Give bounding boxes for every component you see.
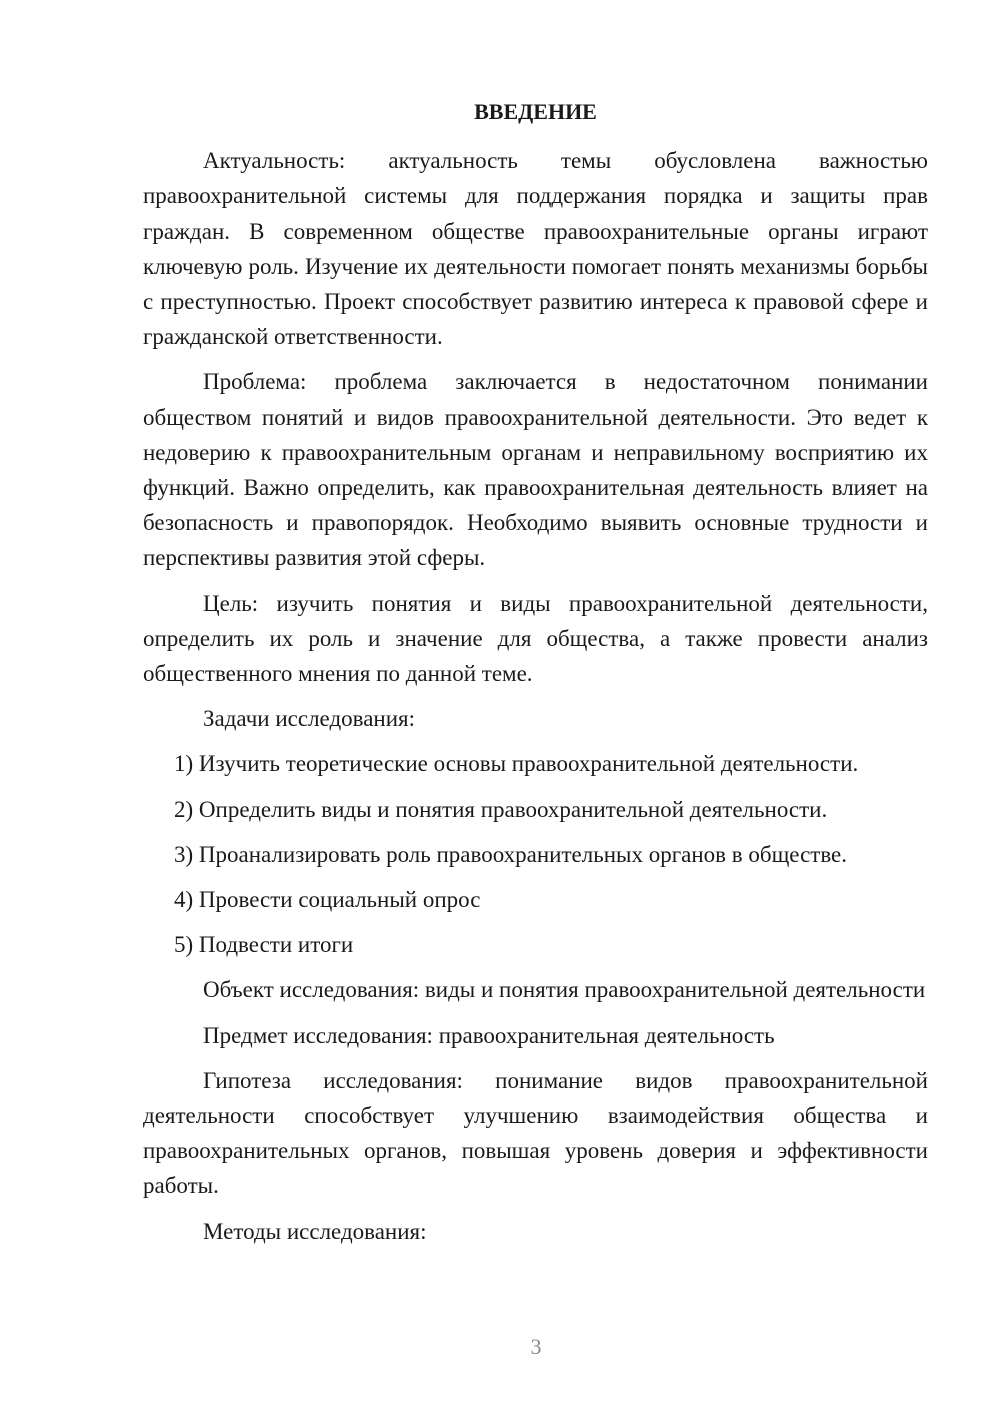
page-number: 3	[530, 1334, 542, 1359]
object-paragraph: Объект исследования: виды и понятия правоохранительной деятельности	[203, 977, 926, 1003]
tasks-heading: Задачи исследования:	[203, 706, 416, 732]
document-body	[143, 94, 928, 1259]
task-item: 4) Провести социальный опрос	[174, 887, 481, 913]
tasks-list	[143, 746, 928, 962]
task-item: 3) Проанализировать роль правоохранительных органов в обществе.	[174, 841, 848, 867]
task-item: 1) Изучить теоретические основы правоохранительной деятельности.	[174, 751, 859, 777]
goal-paragraph: Цель: изучить понятия и виды правоохранительной деятельности, определить их роль и значение для общества, а также провести анализ общественного мнения по данной теме.	[143, 590, 928, 687]
task-item: 5) Подвести итоги	[174, 932, 354, 958]
relevance-paragraph: Актуальность: актуальность темы обусловлена важностью правоохранительной системы для поддержания порядка и защиты прав граждан. В современном обществе правоохранительные органы играют ключевую роль. Изучение их деятельности помогает понять механизмы борьбы с преступностью. Проект способствует развитию интереса к правовой сфере и гражданской ответственности.	[143, 148, 928, 350]
page-title: ВВЕДЕНИЕ	[474, 99, 597, 124]
hypothesis-paragraph: Гипотеза исследования: понимание видов правоохранительной деятельности способствует улучшению взаимодействия общества и правоохранительных органов, повышая уровень доверия и эффективности работы.	[143, 1067, 928, 1199]
problem-paragraph: Проблема: проблема заключается в недостаточном понимании обществом понятий и видов правоохранительной деятельности. Это ведет к недоверию к правоохранительным органам и неправильному восприятию их функций. Важно определить, как правоохранительная деятельность влияет на безопасность и правопорядок. Необходимо выявить основные трудности и перспективы развития этой сферы.	[143, 369, 928, 571]
subject-paragraph: Предмет исследования: правоохранительная деятельность	[203, 1022, 775, 1048]
task-item: 2) Определить виды и понятия правоохранительной деятельности.	[174, 796, 828, 822]
methods-heading: Методы исследования:	[203, 1218, 427, 1244]
